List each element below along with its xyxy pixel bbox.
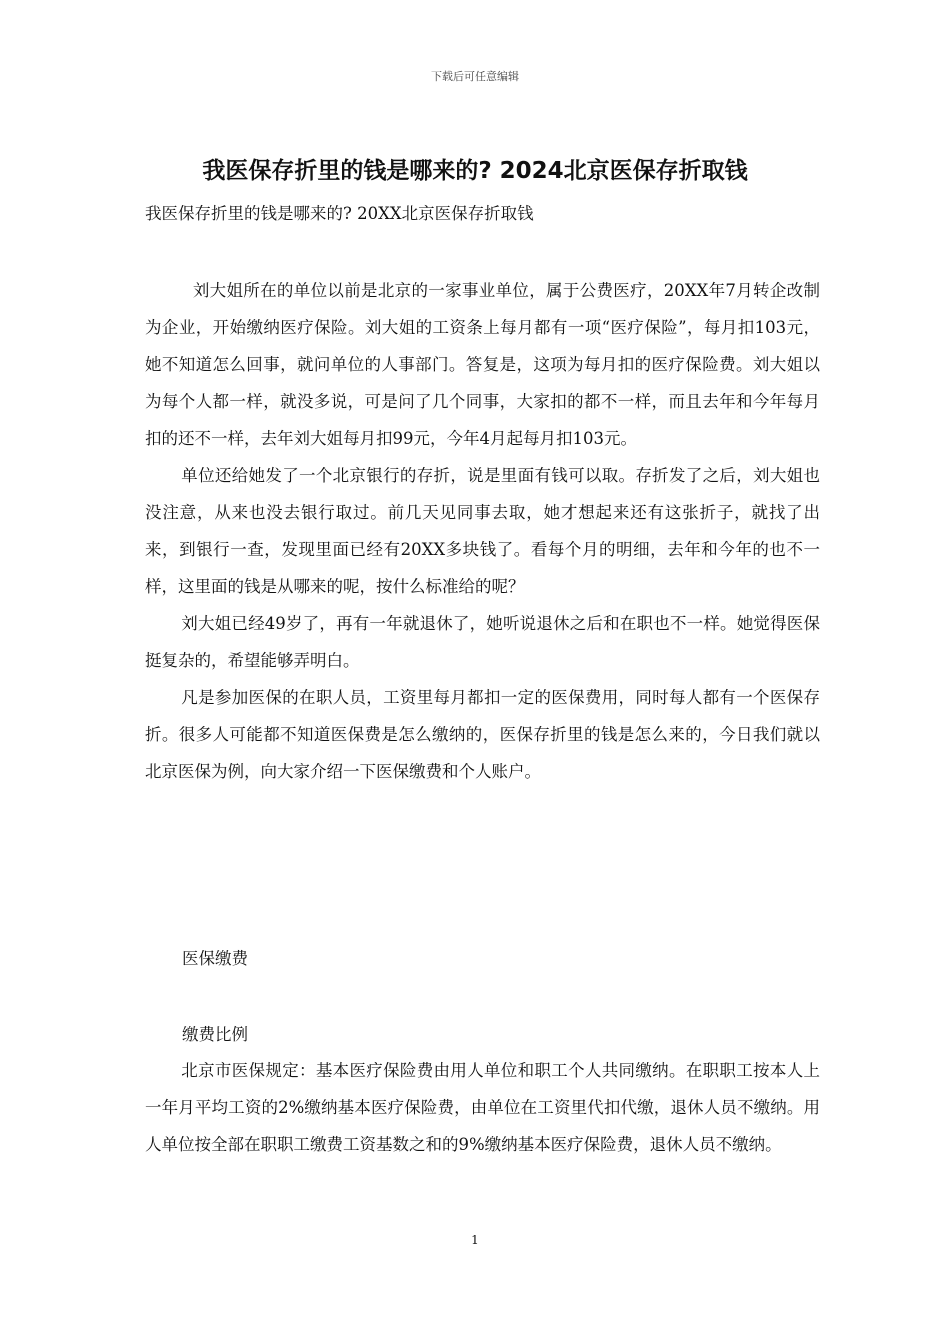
section-heading-payment: 医保缴费 <box>182 949 248 968</box>
document-body-continued <box>145 1052 820 1163</box>
document-title: 我医保存折里的钱是哪来的? 2024北京医保存折取钱 <box>202 158 748 184</box>
header-note: 下载后可任意编辑 <box>431 70 519 83</box>
paragraph-5: 北京市医保规定：基本医疗保险费由用人单位和职工个人共同缴纳。在职职工按本人上一年月平均工资的2%缴纳基本医疗保险费，由单位在工资里代扣代缴，退休人员不缴纳。用人单位按全部在职职工缴费工资基数之和的9%缴纳基本医疗保险费，退休人员不缴纳。 <box>145 1061 820 1154</box>
document-body <box>145 272 820 790</box>
paragraph-1: 刘大姐所在的单位以前是北京的一家事业单位，属于公费医疗，20XX年7月转企改制为企业，开始缴纳医疗保险。刘大姐的工资条上每月都有一项“医疗保险”，每月扣103元，她不知道怎么回事，就问单位的人事部门。答复是，这项为每月扣的医疗保险费。刘大姐以为每个人都一样，就没多说，可是问了几个同事，大家扣的都不一样，而且去年和今年每月扣的还不一样，去年刘大姐每月扣99元，今年4月起每月扣103元。 <box>145 281 820 448</box>
section-heading-ratio: 缴费比例 <box>182 1025 248 1044</box>
paragraph-3: 刘大姐已经49岁了，再有一年就退休了，她听说退休之后和在职也不一样。她觉得医保挺复杂的，希望能够弄明白。 <box>145 614 820 670</box>
page-number: 1 <box>471 1233 479 1247</box>
paragraph-4: 凡是参加医保的在职人员，工资里每月都扣一定的医保费用，同时每人都有一个医保存折。很多人可能都不知道医保费是怎么缴纳的，医保存折里的钱是怎么来的，今日我们就以北京医保为例，向大家介绍一下医保缴费和个人账户。 <box>145 688 820 781</box>
paragraph-2: 单位还给她发了一个北京银行的存折，说是里面有钱可以取。存折发了之后，刘大姐也没注意，从来也没去银行取过。前几天见同事去取，她才想起来还有这张折子，就找了出来，到银行一查，发现里面已经有20XX多块钱了。看每个月的明细，去年和今年的也不一样，这里面的钱是从哪来的呢，按什么标准给的呢？ <box>145 466 820 596</box>
document-subtitle: 我医保存折里的钱是哪来的? 20XX北京医保存折取钱 <box>145 204 534 223</box>
